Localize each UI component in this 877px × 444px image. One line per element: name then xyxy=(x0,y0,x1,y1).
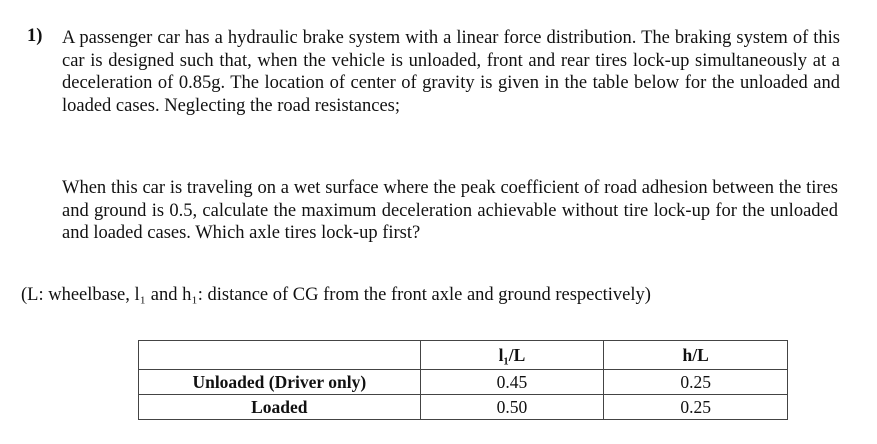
table-cell-case-label: Unloaded (Driver only) xyxy=(139,370,421,395)
table-row xyxy=(139,370,788,395)
table-cell-h-over-L: 0.25 xyxy=(604,395,788,420)
table-header-row xyxy=(139,341,788,370)
cg-location-table xyxy=(138,340,788,420)
table-cell-l1-over-L: 0.50 xyxy=(420,395,604,420)
table-header-cell-l1-over-L: l₁/L xyxy=(420,341,604,370)
table-row xyxy=(139,395,788,420)
table-header-cell-empty xyxy=(139,341,421,370)
table-cell-case-label: Loaded xyxy=(139,395,421,420)
problem-statement-paragraph: A passenger car has a hydraulic brake system with a linear force distribution. The braking system of this car is designed such that, when the vehicle is unloaded, front and rear tires lock-up simultaneously at a deceleration of 0.85g. The location of center of gravity is given in the table below for the unloaded and loaded cases. Neglecting the road resistances; xyxy=(62,28,840,116)
problem-question-paragraph: When this car is traveling on a wet surface where the peak coefficient of road adhesion between the tires and ground is 0.5, calculate the maximum deceleration achievable without tire lock-up for the unloaded and loaded cases. Which axle tires lock-up first? xyxy=(62,178,838,243)
variable-legend-note: (L: wheelbase, l₁ and h₁: distance of CG from the front axle and ground respectively) xyxy=(21,285,651,305)
problem-number: 1) xyxy=(27,26,43,46)
table-header-cell-h-over-L: h/L xyxy=(604,341,788,370)
table-cell-l1-over-L: 0.45 xyxy=(420,370,604,395)
table-cell-h-over-L: 0.25 xyxy=(604,370,788,395)
